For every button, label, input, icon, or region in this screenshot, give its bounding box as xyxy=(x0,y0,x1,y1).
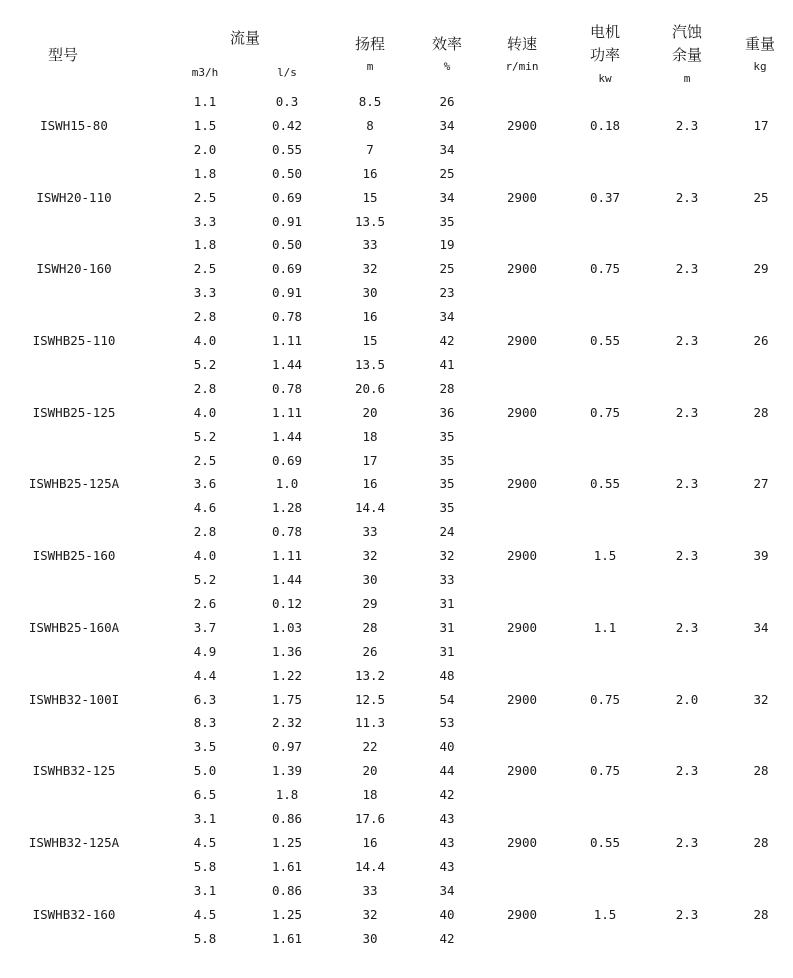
cell-flow-ls: 1.11 xyxy=(271,404,303,420)
model-name: ISWHB32-160 xyxy=(32,906,116,922)
cell-speed: 2900 xyxy=(506,619,538,635)
cell-head: 16 xyxy=(362,834,378,850)
cell-npsh: 2.3 xyxy=(675,763,699,779)
cell-eff: 26 xyxy=(439,94,455,109)
cell-flow-m3h: 1.8 xyxy=(193,237,217,253)
cell-eff: 53 xyxy=(439,715,455,731)
cell-eff: 31 xyxy=(439,643,455,659)
cell-flow-m3h: 5.2 xyxy=(193,572,217,587)
cell-flow-ls: 0.50 xyxy=(271,165,303,181)
cell-flow-m3h: 8.3 xyxy=(193,715,217,731)
cell-flow-ls: 0.55 xyxy=(271,141,303,157)
cell-speed: 2900 xyxy=(506,261,538,277)
cell-flow-ls: 1.44 xyxy=(271,356,303,372)
model-name: ISWHB25-160A xyxy=(28,619,120,635)
header-speed: 转速 xyxy=(506,35,537,53)
cell-weight: 28 xyxy=(753,906,769,922)
cell-eff: 33 xyxy=(439,572,455,587)
cell-flow-m3h: 2.8 xyxy=(193,309,217,325)
cell-eff: 44 xyxy=(439,763,455,779)
cell-flow-m3h: 5.8 xyxy=(193,930,217,946)
cell-eff: 43 xyxy=(439,834,455,850)
cell-eff: 32 xyxy=(439,548,455,564)
cell-flow-ls: 1.11 xyxy=(271,548,303,564)
cell-eff: 35 xyxy=(439,452,455,468)
cell-eff: 24 xyxy=(439,524,455,540)
cell-flow-ls: 1.25 xyxy=(271,906,303,922)
cell-flow-m3h: 1.1 xyxy=(193,94,217,109)
cell-weight: 26 xyxy=(753,333,769,348)
header-npsh-line2: 余量 xyxy=(671,46,702,64)
cell-head: 28 xyxy=(362,619,378,635)
cell-weight: 25 xyxy=(753,189,769,205)
cell-power: 1.1 xyxy=(593,619,617,635)
cell-flow-ls: 1.8 xyxy=(275,787,299,803)
cell-flow-ls: 1.61 xyxy=(271,930,303,946)
cell-power: 0.75 xyxy=(589,763,621,779)
cell-flow-ls: 1.22 xyxy=(271,667,303,683)
cell-eff: 34 xyxy=(439,117,455,133)
cell-power: 1.5 xyxy=(593,548,617,564)
cell-speed: 2900 xyxy=(506,691,538,707)
cell-flow-ls: 1.0 xyxy=(275,476,299,492)
cell-speed: 2900 xyxy=(506,189,538,205)
cell-power: 0.55 xyxy=(589,476,621,492)
cell-head: 20 xyxy=(362,404,378,420)
cell-head: 30 xyxy=(362,285,378,301)
cell-eff: 31 xyxy=(439,595,455,611)
cell-flow-ls: 1.36 xyxy=(271,643,303,659)
cell-head: 13.2 xyxy=(354,667,386,683)
header-efficiency: 效率 xyxy=(431,35,462,53)
model-name: ISWHB25-110 xyxy=(32,333,116,348)
cell-weight: 34 xyxy=(753,619,769,635)
cell-speed: 2900 xyxy=(506,404,538,420)
cell-eff: 41 xyxy=(439,356,455,372)
cell-eff: 35 xyxy=(439,476,455,492)
header-flow-ls-unit: l/s xyxy=(277,66,297,79)
cell-eff: 28 xyxy=(439,380,455,396)
cell-npsh: 2.3 xyxy=(675,117,699,133)
cell-speed: 2900 xyxy=(506,476,538,492)
header-npsh-line1: 汽蚀 xyxy=(671,23,702,41)
cell-flow-ls: 0.97 xyxy=(271,739,303,755)
cell-flow-m3h: 4.6 xyxy=(193,500,217,516)
cell-speed: 2900 xyxy=(506,117,538,133)
cell-flow-m3h: 2.5 xyxy=(193,452,217,468)
cell-head: 17 xyxy=(362,452,378,468)
cell-flow-ls: 0.69 xyxy=(271,189,303,205)
cell-flow-m3h: 1.5 xyxy=(193,117,217,133)
cell-head: 20.6 xyxy=(354,380,386,396)
cell-eff: 34 xyxy=(439,882,455,898)
cell-npsh: 2.3 xyxy=(675,476,699,492)
model-name: ISWH20-110 xyxy=(36,189,112,205)
model-name: ISWHB32-100I xyxy=(28,691,120,707)
cell-eff: 25 xyxy=(439,261,455,277)
cell-npsh: 2.3 xyxy=(675,906,699,922)
cell-flow-ls: 1.44 xyxy=(271,428,303,444)
cell-flow-ls: 0.86 xyxy=(271,882,303,898)
cell-head: 16 xyxy=(362,476,378,492)
cell-weight: 32 xyxy=(753,691,769,707)
cell-head: 16 xyxy=(362,165,378,181)
cell-head: 11.3 xyxy=(354,715,386,731)
cell-eff: 43 xyxy=(439,858,455,874)
cell-head: 8 xyxy=(366,117,374,133)
cell-eff: 42 xyxy=(439,787,455,803)
header-weight-unit: kg xyxy=(753,60,767,73)
model-name: ISWHB32-125A xyxy=(28,834,120,850)
header-power-unit: kw xyxy=(598,72,612,85)
cell-flow-m3h: 3.7 xyxy=(193,619,217,635)
cell-head: 18 xyxy=(362,428,378,444)
cell-speed: 2900 xyxy=(506,548,538,564)
model-name: ISWHB25-125 xyxy=(32,404,116,420)
cell-flow-m3h: 5.2 xyxy=(193,356,217,372)
cell-eff: 48 xyxy=(439,667,455,683)
cell-flow-m3h: 5.0 xyxy=(193,763,217,779)
cell-head: 20 xyxy=(362,763,378,779)
header-flow: 流量 xyxy=(229,29,260,47)
cell-weight: 28 xyxy=(753,834,769,850)
cell-flow-ls: 1.44 xyxy=(271,572,303,587)
cell-power: 0.55 xyxy=(589,333,621,348)
cell-flow-m3h: 3.3 xyxy=(193,213,217,229)
cell-head: 15 xyxy=(362,333,378,348)
cell-eff: 40 xyxy=(439,739,455,755)
cell-eff: 42 xyxy=(439,930,455,946)
cell-eff: 43 xyxy=(439,811,455,826)
cell-head: 33 xyxy=(362,524,378,540)
cell-speed: 2900 xyxy=(506,333,538,348)
cell-npsh: 2.3 xyxy=(675,189,699,205)
cell-eff: 35 xyxy=(439,428,455,444)
model-name: ISWH15-80 xyxy=(40,117,108,133)
cell-power: 0.55 xyxy=(589,834,621,850)
cell-flow-m3h: 2.8 xyxy=(193,380,217,396)
cell-weight: 27 xyxy=(753,476,769,492)
cell-npsh: 2.3 xyxy=(675,619,699,635)
cell-speed: 2900 xyxy=(506,763,538,779)
cell-flow-ls: 0.12 xyxy=(271,595,303,611)
cell-flow-ls: 0.91 xyxy=(271,285,303,301)
cell-speed: 2900 xyxy=(506,906,538,922)
cell-flow-m3h: 3.1 xyxy=(193,882,217,898)
header-speed-unit: r/min xyxy=(505,60,539,73)
cell-flow-m3h: 2.5 xyxy=(193,189,217,205)
cell-weight: 17 xyxy=(753,117,769,133)
cell-flow-ls: 0.91 xyxy=(271,213,303,229)
cell-head: 29 xyxy=(362,595,378,611)
cell-flow-m3h: 4.4 xyxy=(193,667,217,683)
cell-npsh: 2.3 xyxy=(675,548,699,564)
cell-power: 1.5 xyxy=(593,906,617,922)
cell-head: 32 xyxy=(362,261,378,277)
cell-head: 32 xyxy=(362,548,378,564)
cell-flow-m3h: 2.6 xyxy=(193,595,217,611)
header-model: 型号 xyxy=(47,46,78,64)
cell-flow-ls: 2.32 xyxy=(271,715,303,731)
cell-flow-ls: 0.78 xyxy=(271,524,303,540)
cell-flow-ls: 1.25 xyxy=(271,834,303,850)
cell-flow-m3h: 4.5 xyxy=(193,834,217,850)
cell-eff: 42 xyxy=(439,333,455,348)
cell-flow-m3h: 6.3 xyxy=(193,691,217,707)
cell-flow-ls: 0.86 xyxy=(271,811,303,826)
cell-flow-ls: 1.11 xyxy=(271,333,303,348)
cell-head: 30 xyxy=(362,572,378,587)
cell-eff: 40 xyxy=(439,906,455,922)
header-head: 扬程 xyxy=(354,35,385,53)
cell-weight: 39 xyxy=(753,548,769,564)
model-name: ISWHB25-160 xyxy=(32,548,116,564)
cell-npsh: 2.3 xyxy=(675,834,699,850)
cell-flow-m3h: 5.2 xyxy=(193,428,217,444)
cell-eff: 34 xyxy=(439,141,455,157)
cell-head: 14.4 xyxy=(354,858,386,874)
cell-power: 0.75 xyxy=(589,404,621,420)
cell-flow-ls: 0.78 xyxy=(271,380,303,396)
cell-eff: 34 xyxy=(439,309,455,325)
cell-head: 15 xyxy=(362,189,378,205)
cell-flow-m3h: 4.0 xyxy=(193,404,217,420)
cell-speed: 2900 xyxy=(506,834,538,850)
cell-head: 26 xyxy=(362,643,378,659)
header-efficiency-unit: % xyxy=(443,60,451,73)
cell-eff: 23 xyxy=(439,285,455,301)
cell-npsh: 2.3 xyxy=(675,404,699,420)
cell-flow-ls: 1.75 xyxy=(271,691,303,707)
header-npsh-unit: m xyxy=(683,72,691,85)
cell-weight: 28 xyxy=(753,404,769,420)
cell-flow-ls: 0.78 xyxy=(271,309,303,325)
cell-flow-ls: 0.3 xyxy=(275,94,299,109)
cell-head: 30 xyxy=(362,930,378,946)
header-head-unit: m xyxy=(366,60,374,73)
cell-power: 0.75 xyxy=(589,691,621,707)
header-power-line2: 功率 xyxy=(589,46,620,64)
cell-flow-ls: 0.69 xyxy=(271,261,303,277)
cell-flow-m3h: 3.1 xyxy=(193,811,217,826)
cell-power: 0.37 xyxy=(589,189,621,205)
cell-head: 32 xyxy=(362,906,378,922)
model-name: ISWH20-160 xyxy=(36,261,112,277)
model-name: ISWHB32-125 xyxy=(32,763,116,779)
cell-eff: 25 xyxy=(439,165,455,181)
cell-flow-m3h: 3.6 xyxy=(193,476,217,492)
cell-flow-m3h: 4.0 xyxy=(193,548,217,564)
cell-power: 0.75 xyxy=(589,261,621,277)
cell-weight: 28 xyxy=(753,763,769,779)
cell-flow-m3h: 2.8 xyxy=(193,524,217,540)
cell-weight: 29 xyxy=(753,261,769,277)
cell-flow-m3h: 4.9 xyxy=(193,643,217,659)
cell-eff: 35 xyxy=(439,213,455,229)
cell-flow-ls: 1.28 xyxy=(271,500,303,516)
cell-flow-ls: 0.42 xyxy=(271,117,303,133)
cell-head: 13.5 xyxy=(354,356,386,372)
cell-flow-m3h: 2.0 xyxy=(193,141,217,157)
header-weight: 重量 xyxy=(744,35,775,53)
cell-head: 16 xyxy=(362,309,378,325)
cell-flow-ls: 0.50 xyxy=(271,237,303,253)
cell-flow-m3h: 5.8 xyxy=(193,858,217,874)
cell-npsh: 2.3 xyxy=(675,261,699,277)
cell-eff: 35 xyxy=(439,500,455,516)
cell-eff: 31 xyxy=(439,619,455,635)
cell-head: 33 xyxy=(362,882,378,898)
cell-head: 14.4 xyxy=(354,500,386,516)
cell-head: 22 xyxy=(362,739,378,755)
cell-flow-m3h: 3.5 xyxy=(193,739,217,755)
cell-npsh: 2.3 xyxy=(675,333,699,348)
cell-head: 17.6 xyxy=(354,811,386,826)
cell-head: 33 xyxy=(362,237,378,253)
cell-eff: 34 xyxy=(439,189,455,205)
cell-head: 8.5 xyxy=(358,94,382,109)
cell-flow-m3h: 3.3 xyxy=(193,285,217,301)
cell-flow-m3h: 6.5 xyxy=(193,787,217,803)
cell-eff: 36 xyxy=(439,404,455,420)
header-power-line1: 电机 xyxy=(589,23,620,41)
cell-flow-m3h: 4.0 xyxy=(193,333,217,348)
header-flow-m3h-unit: m3/h xyxy=(191,66,219,79)
cell-head: 12.5 xyxy=(354,691,386,707)
model-name: ISWHB25-125A xyxy=(28,476,120,492)
cell-flow-ls: 1.39 xyxy=(271,763,303,779)
cell-flow-m3h: 2.5 xyxy=(193,261,217,277)
cell-head: 7 xyxy=(366,141,374,157)
cell-eff: 54 xyxy=(439,691,455,707)
cell-flow-ls: 1.03 xyxy=(271,619,303,635)
cell-flow-ls: 1.61 xyxy=(271,858,303,874)
cell-flow-m3h: 4.5 xyxy=(193,906,217,922)
cell-power: 0.18 xyxy=(589,117,621,133)
cell-head: 18 xyxy=(362,787,378,803)
cell-head: 13.5 xyxy=(354,213,386,229)
cell-flow-ls: 0.69 xyxy=(271,452,303,468)
cell-npsh: 2.0 xyxy=(675,691,699,707)
cell-flow-m3h: 1.8 xyxy=(193,165,217,181)
cell-eff: 19 xyxy=(439,237,455,253)
